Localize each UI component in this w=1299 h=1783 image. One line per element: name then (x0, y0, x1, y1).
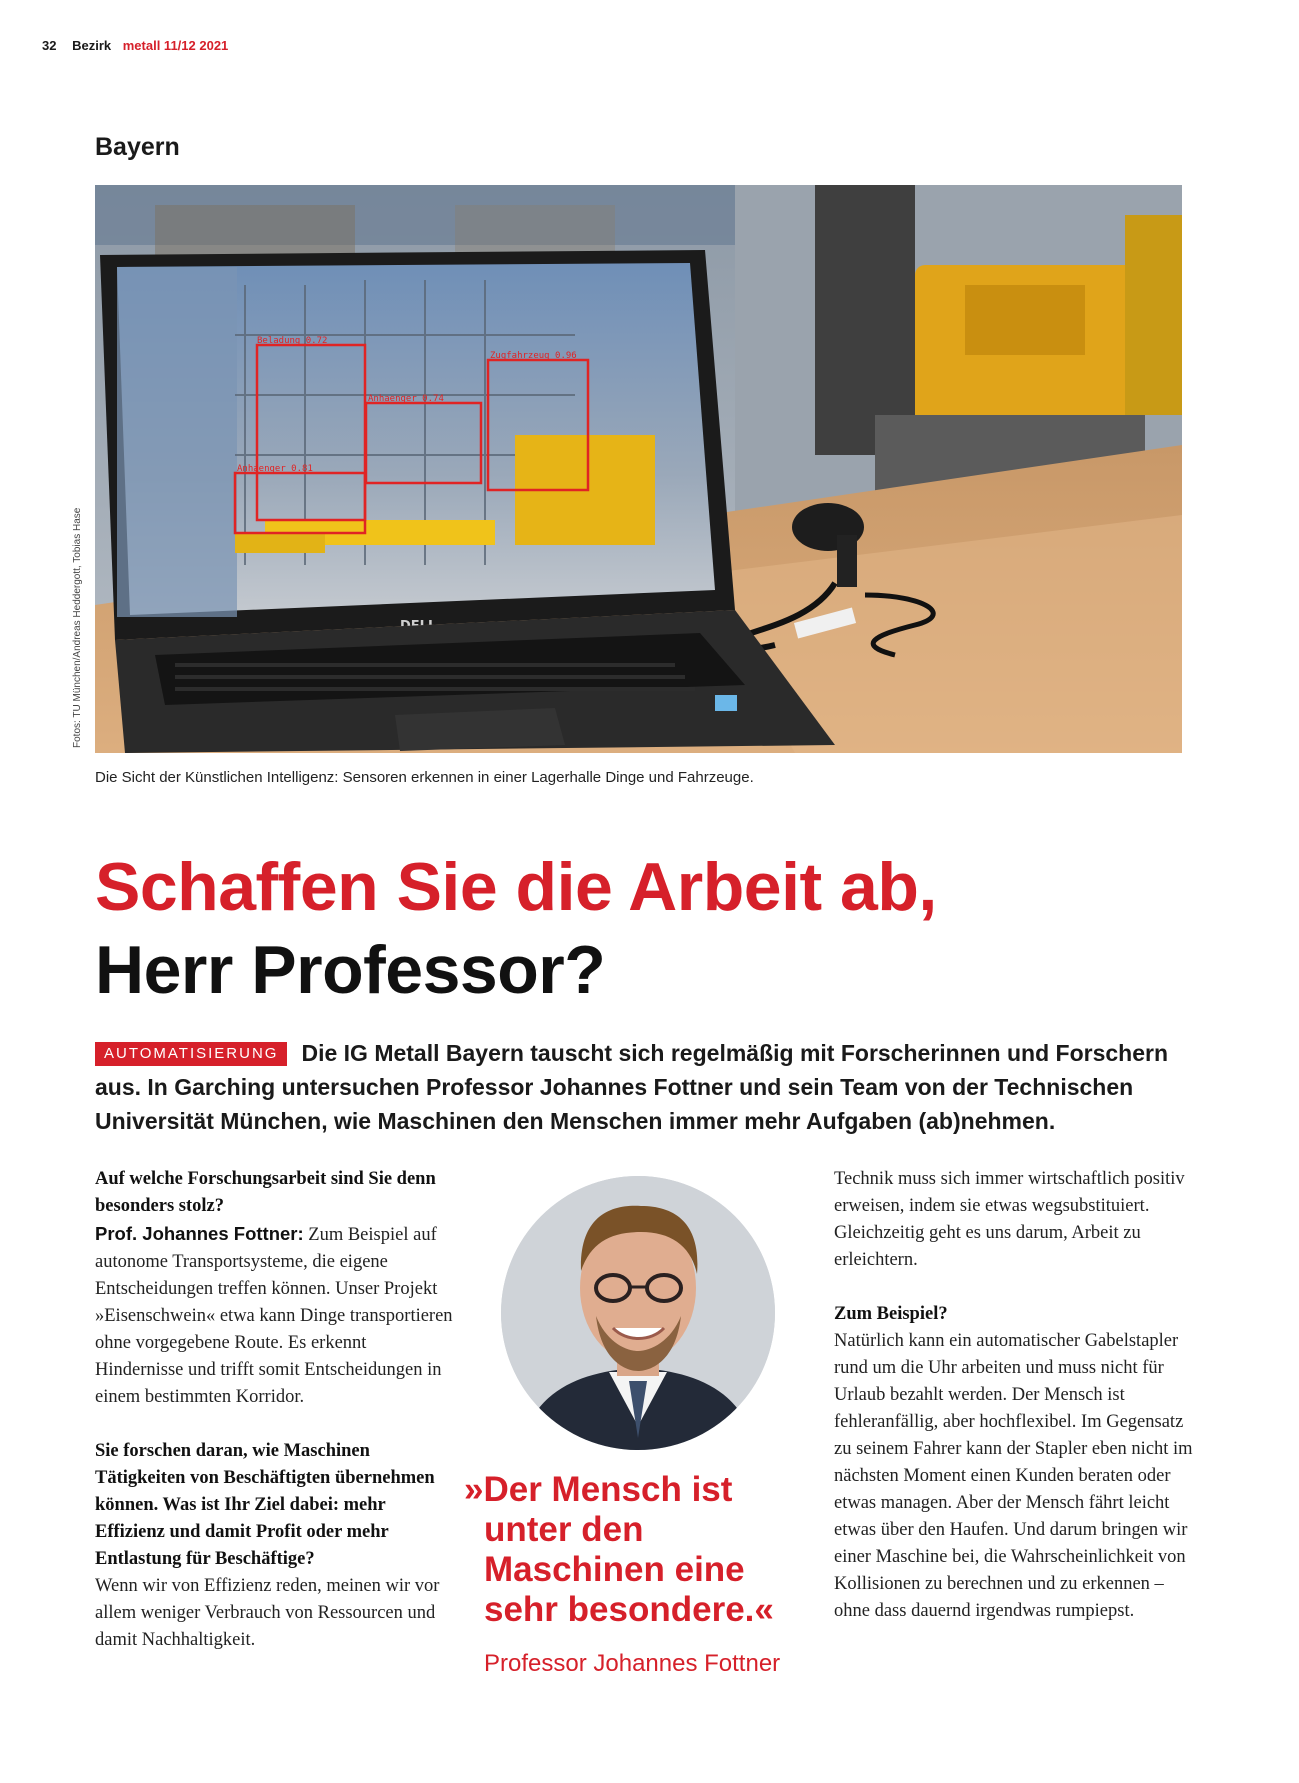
lead-photo (95, 185, 1182, 753)
lead-text: Die IG Metall Bayern tauscht sich regelmäßig mit Forscherinnen und Forschern aus. In Garching untersuchen Professor Johannes Fottner und sein Team von der Technischen Universität München, wie Maschinen den Menschen immer mehr Aufgaben (ab)nehmen. (95, 1040, 1169, 1134)
portrait-illustration (501, 1176, 775, 1450)
topic-tag: AUTOMATISIERUNG (95, 1042, 287, 1066)
pull-quote (464, 1470, 774, 1630)
portrait-photo (501, 1176, 775, 1450)
question-2: Sie forschen daran, wie Maschinen Tätigkeiten von Beschäftigten übernehmen können. Was ist Ihr Ziel dabei: mehr Effizienz und damit Profit oder mehr Entlastung für Beschäftige? (95, 1441, 435, 1569)
photo-credit: Fotos: TU München/Andreas Heddergott, Tobias Hase (72, 507, 83, 748)
quote-line-1: »Der Mensch ist (464, 1470, 733, 1509)
page-header (42, 38, 228, 53)
paragraph-continued: Technik muss sich immer wirtschaftlich positiv erweisen, indem sie etwas wegsubstituiert. Gleichzeitig geht es uns darum, Arbeit zu erleichtern. (834, 1169, 1185, 1270)
quote-author: Professor Johannes Fottner (484, 1650, 781, 1677)
issue-label: metall 11/12 2021 (122, 38, 229, 53)
question-1: Auf welche Forschungsarbeit sind Sie denn besonders stolz? (95, 1169, 436, 1216)
detection-label-2: Zugfahrzeug 0.96 (490, 351, 577, 361)
column-left (95, 1166, 457, 1681)
question-3: Zum Beispiel? (834, 1304, 948, 1324)
quote-line-2: unter den (484, 1510, 644, 1549)
headline-line-1: Schaffen Sie die Arbeit ab, (95, 849, 937, 925)
photo-caption: Die Sicht der Künstlichen Intelligenz: Sensoren erkennen in einer Lagerhalle Dinge und Fahrzeuge. (95, 769, 754, 786)
answer-2: Wenn wir von Effizienz reden, meinen wir vor allem weniger Verbrauch von Ressourcen und damit Nachhaltigkeit. (95, 1576, 440, 1650)
answer-1: Zum Beispiel auf autonome Transportsysteme, die eigene Entscheidungen treffen können. Unser Projekt »Eisenschwein« etwa kann Dinge transportieren ohne vorgegebene Route. Es erkennt Hindernisse und trifft somit Entscheidungen in einem bestimmten Korridor. (95, 1225, 453, 1407)
quote-line-4: sehr besondere.« (484, 1590, 774, 1629)
laptop-warehouse-illustration (95, 185, 1182, 753)
column-right (834, 1166, 1196, 1652)
headline-line-2: Herr Professor? (95, 932, 606, 1008)
lead-paragraph (95, 1036, 1185, 1138)
answer-3: Natürlich kann ein automatischer Gabelstapler rund um die Uhr arbeiten und muss nicht für Urlaub bezahlt werden. Der Mensch ist fehleranfällig, aber hochflexibel. Im Gegensatz zu seinem Fahrer kann der Stapler eben nicht im nächsten Moment einen Kunden beraten oder etwas managen. Aber der Mensch fährt leicht etwas über den Haufen. Und darum bringen wir einer Maschine bei, die Wahrscheinlichkeit von Kollisionen zu berechnen und zu erkennen – ohne dass dauernd irgendwas rumpiepst. (834, 1331, 1193, 1621)
detection-label-3: Anhaenger 0.74 (368, 394, 444, 404)
answer-1-speaker: Prof. Johannes Fottner: (95, 1223, 304, 1244)
quote-line-3: Maschinen eine (484, 1550, 745, 1589)
section-label: Bezirk (72, 38, 112, 53)
region-heading: Bayern (95, 133, 180, 161)
detection-label-1: Beladung 0.72 (257, 336, 328, 346)
detection-label-4: Anhaenger 0.81 (237, 464, 313, 474)
page-number: 32 (42, 38, 57, 53)
